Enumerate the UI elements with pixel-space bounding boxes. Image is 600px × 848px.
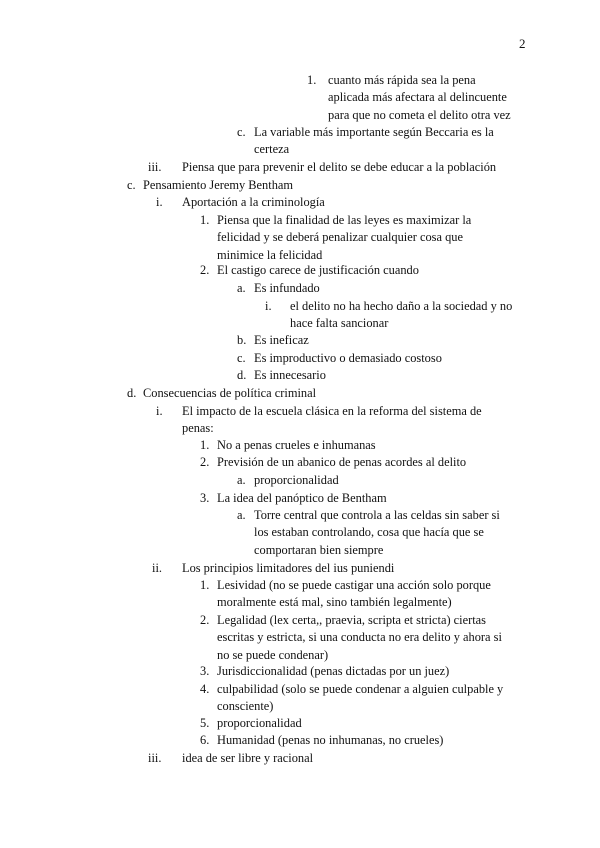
list-marker: c. [237,351,246,365]
list-marker: c. [127,178,136,192]
list-item-text: hace falta sancionar [290,316,389,331]
list-marker: iii. [148,160,162,174]
list-item-text: idea de ser libre y racional [182,751,314,765]
list-item-text: Aportación a la criminología [182,195,325,209]
list-item-text: el delito no ha hecho daño a la sociedad y no [290,299,513,313]
list-marker: 2. [200,455,210,469]
list-marker: 5. [200,716,210,730]
list-marker: 3. [200,664,210,678]
list-item-text: Piensa que la finalidad de las leyes es maximizar la [217,213,472,227]
list-marker: c. [237,125,246,139]
list-item-text: Jurisdiccionalidad (penas dictadas por un juez) [217,664,450,678]
list-marker: b. [237,333,247,347]
list-item-text: cuanto más rápida sea la pena [328,73,476,87]
list-marker: 6. [200,733,210,747]
list-marker: a. [237,281,246,295]
list-item-text: penas: [182,421,214,436]
list-item-text: La variable más importante según Beccaria es la [254,125,494,139]
list-item-text: proporcionalidad [217,716,302,730]
page-number: 2 [519,36,526,51]
list-item-text: Legalidad (lex certa,, praevia, scripta et stricta) ciertas [217,613,487,627]
list-item-text: minimice la felicidad [217,247,323,262]
list-item-text: aplicada más afectara al delincuente [328,90,507,105]
list-marker: 1. [200,438,210,452]
list-item-text: Previsión de un abanico de penas acordes al delito [217,455,467,469]
list-marker: i. [156,404,163,418]
list-marker: 3. [200,491,210,505]
list-item-text: Es improductivo o demasiado costoso [254,351,442,365]
list-item-text: Humanidad (penas no inhumanas, no crueles) [217,733,444,747]
list-item-text: proporcionalidad [254,473,339,487]
list-item-text: La idea del panóptico de Bentham [217,491,387,505]
list-item-text: consciente) [217,699,274,714]
list-item-text: Torre central que controla a las celdas sin saber si [254,508,500,522]
list-item-text: comportaran bien siempre [254,542,384,557]
list-marker: i. [156,195,163,209]
list-marker: 4. [200,682,210,696]
list-item-text: Es innecesario [254,368,326,382]
list-item-text: culpabilidad (solo se puede condenar a alguien culpable y [217,682,504,696]
list-item-text: Consecuencias de política criminal [143,386,317,400]
list-marker: a. [237,508,246,522]
list-item-text: no se puede condenar) [217,647,329,662]
list-item-text: escritas y estricta, si una conducta no era delito y ahora si [217,630,502,645]
list-item-text: los estaban controlando, cosa que hacía que se [254,525,484,540]
list-marker: 1. [307,73,317,87]
list-marker: 2. [200,263,210,277]
list-marker: d. [127,386,137,400]
list-marker: i. [265,299,272,313]
list-item-text: certeza [254,142,290,157]
list-marker: iii. [148,751,162,765]
list-marker: ii. [152,561,162,575]
list-marker: 1. [200,213,210,227]
list-item-text: felicidad y se deberá penalizar cualquier cosa que [217,230,463,245]
list-marker: 2. [200,613,210,627]
list-item-text: Es infundado [254,281,320,295]
list-item-text: Es ineficaz [254,333,309,347]
list-item-text: Pensamiento Jeremy Bentham [143,178,294,192]
list-item-text: Lesividad (no se puede castigar una acción solo porque [217,578,491,592]
list-item-text: Los principios limitadores del ius puniendi [182,561,395,575]
list-marker: 1. [200,578,210,592]
list-item-text: El castigo carece de justificación cuando [217,263,419,277]
list-item-text: Piensa que para prevenir el delito se debe educar a la población [182,160,497,174]
list-item-text: No a penas crueles e inhumanas [217,438,376,452]
list-item-text: moralmente está mal, sino también legalmente) [217,595,452,610]
list-item-text: para que no cometa el delito otra vez [328,107,511,122]
list-marker: d. [237,368,247,382]
list-marker: a. [237,473,246,487]
list-item-text: El impacto de la escuela clásica en la reforma del sistema de [182,404,482,418]
